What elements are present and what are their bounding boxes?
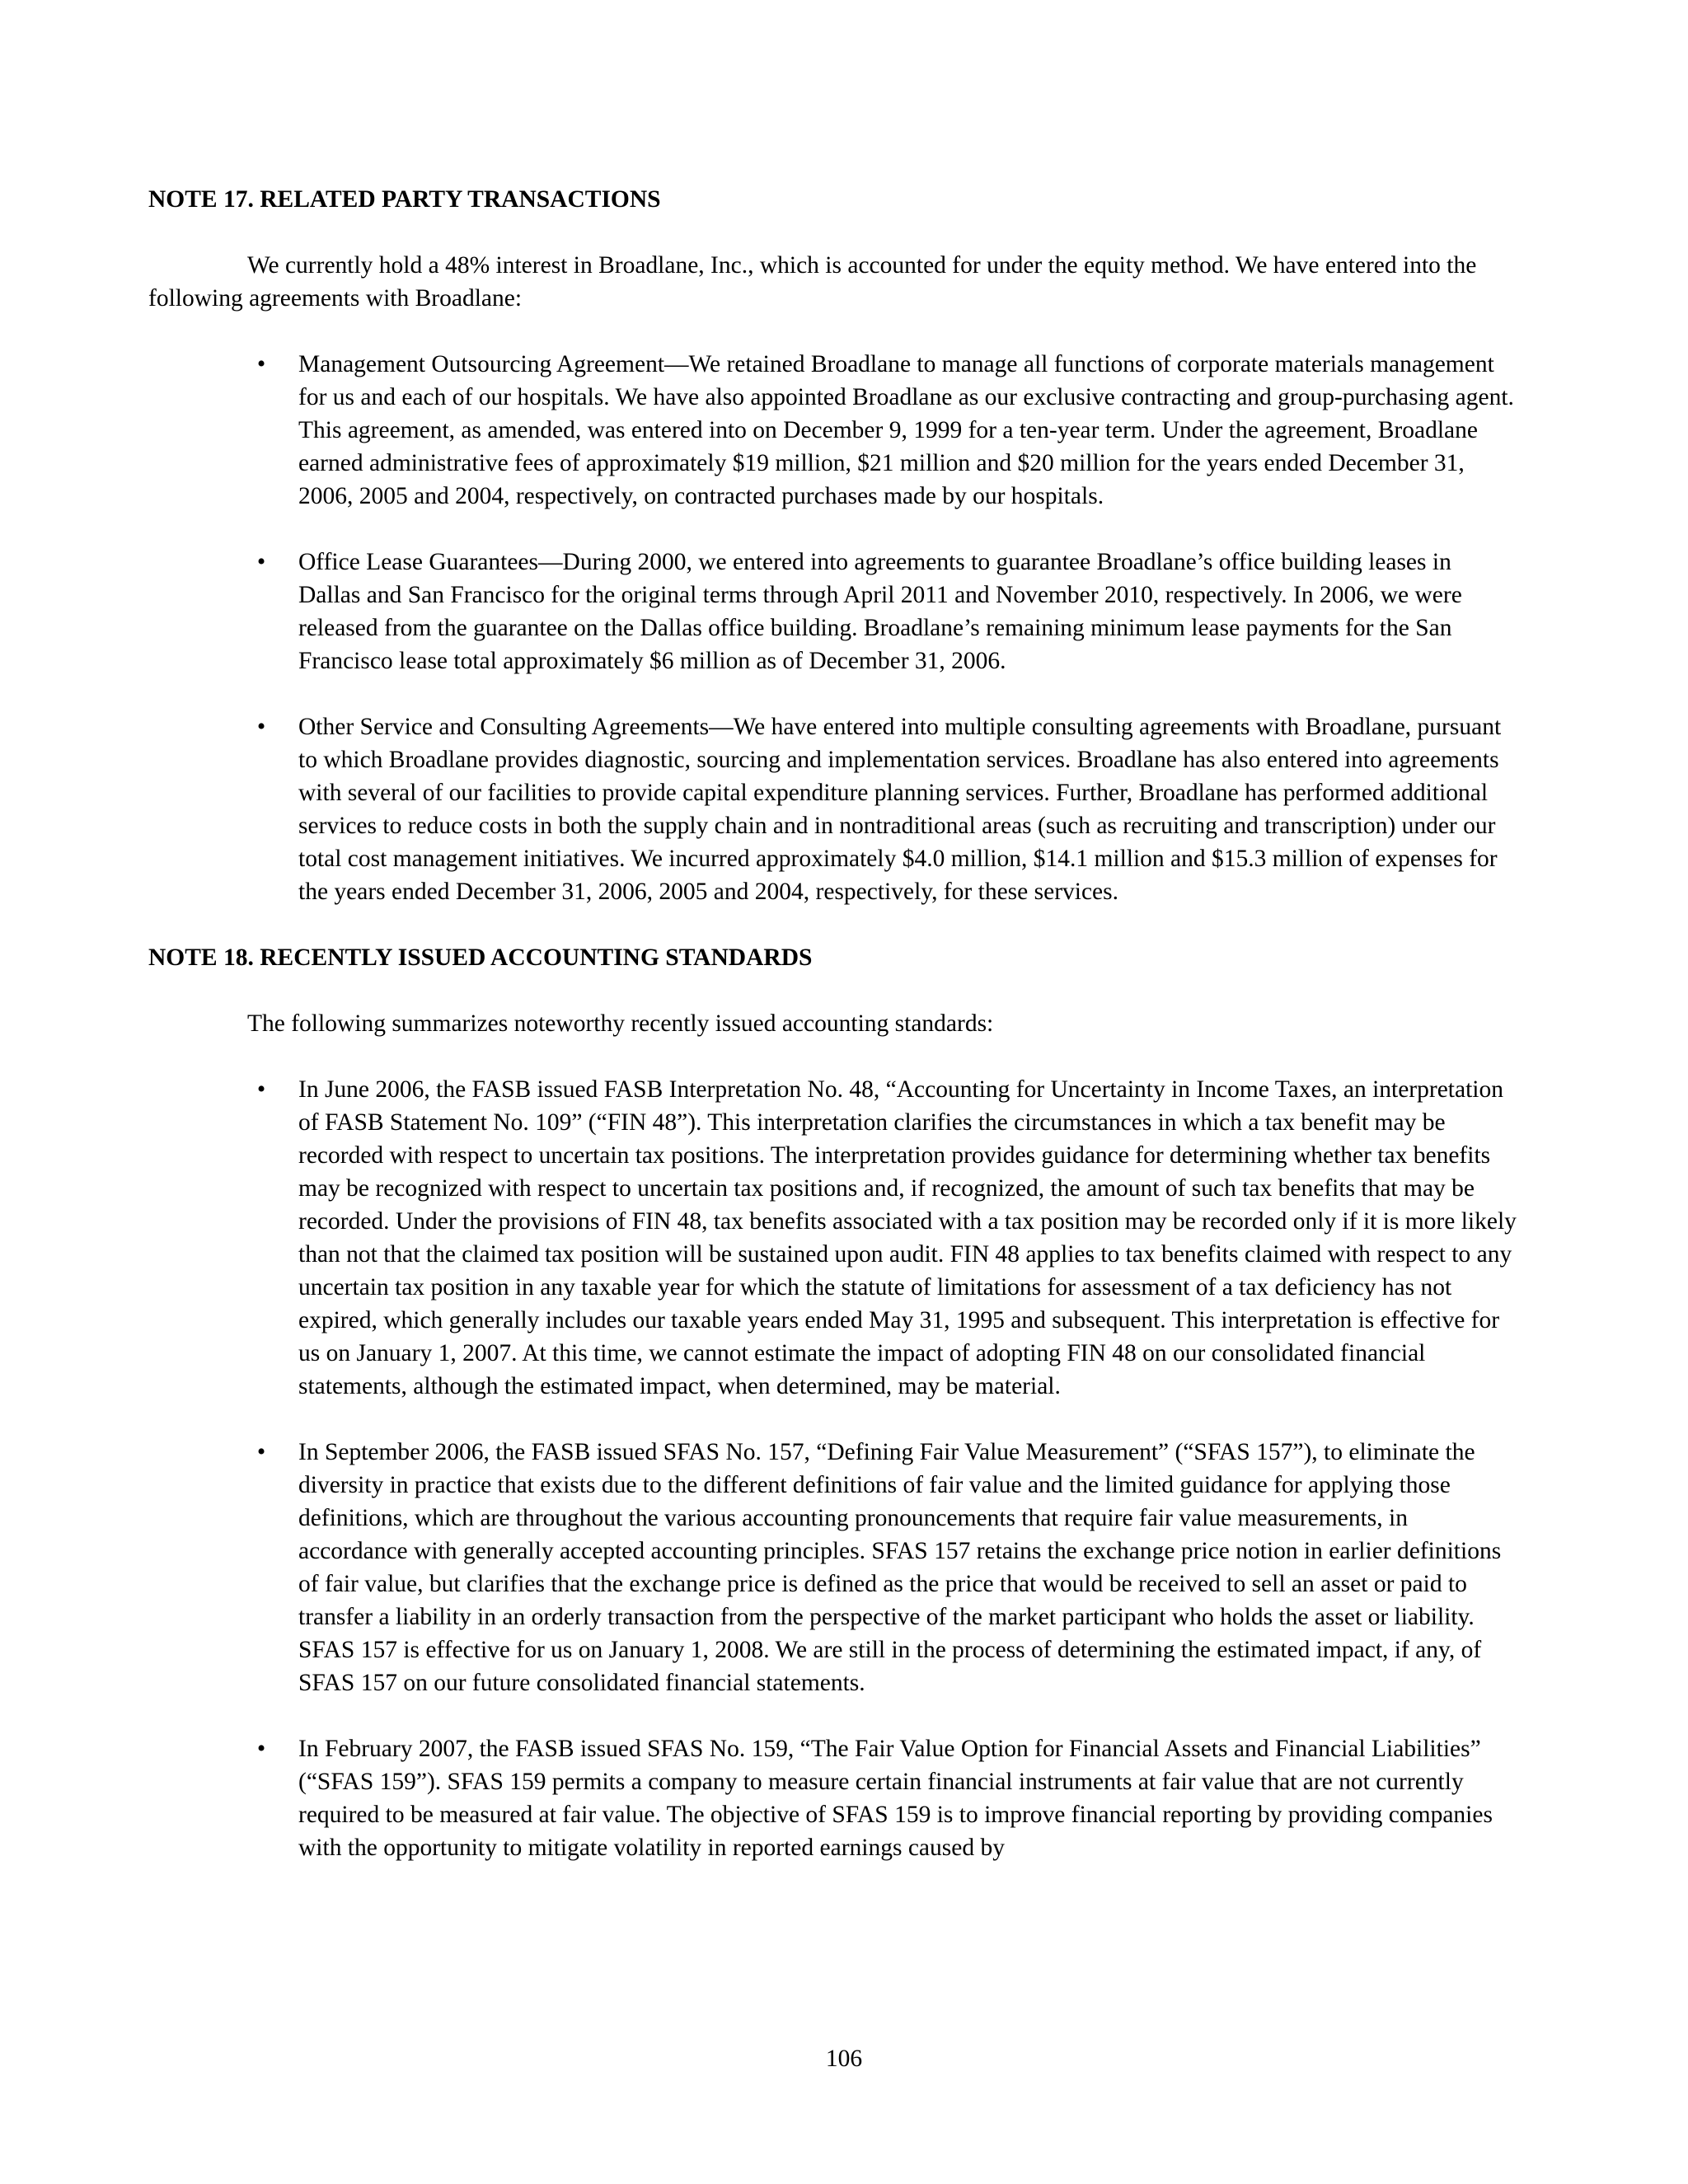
bullet-text: In June 2006, the FASB issued FASB Interpretation No. 48, “Accounting for Uncertainty in Income Taxes, an interpretation of FASB Statement No. 109” (“FIN 48”). This interpretation clarifies the circumstances in which a tax benefit may be recorded with respect to uncertain tax positions. The interpretation provides guidance for determining whether tax benefits may be recognized with respect to uncertain tax positions and, if recognized, the amount of such tax benefits that may be recorded. Under the provisions of FIN 48, tax benefits associated with a tax position may be recorded only if it is more likely than not that the claimed tax position will be sustained upon audit. FIN 48 applies to tax benefits claimed with respect to any uncertain tax position in any taxable year for which the statute of limitations for assessment of a tax deficiency has not expired, which generally includes our taxable years ended May 31, 1995 and subsequent. This interpretation is effective for us on January 1, 2007. At this time, we cannot estimate the impact of adopting FIN 48 on our consolidated financial statements, although the estimated impact, when determined, may be material.: [298, 1076, 1517, 1399]
note-18-intro: The following summarizes noteworthy recently issued accounting standards:: [247, 1010, 994, 1037]
bullet-marker: •: [256, 1736, 266, 1762]
note-18-heading: NOTE 18. RECENTLY ISSUED ACCOUNTING STANDARDS: [148, 944, 813, 971]
bullet-marker: •: [256, 1439, 266, 1465]
note-17-bullet-list: [148, 348, 1517, 908]
note-17-bullet-office-lease: [148, 546, 1517, 677]
bullet-marker: •: [256, 1076, 266, 1103]
note-17-bullet-management-outsourcing: [148, 348, 1517, 513]
bullet-text: In September 2006, the FASB issued SFAS No. 157, “Defining Fair Value Measurement” (“SFAS 157”), to eliminate the diversity in practice that exists due to the different definitions of fair value and the limited guidance for applying those definitions, which are throughout the various accounting pronouncements that require fair value measurements, in accordance with generally accepted accounting principles. SFAS 157 retains the exchange price notion in earlier definitions of fair value, but clarifies that the exchange price is defined as the price that would be received to sell an asset or paid to transfer a liability in an orderly transaction from the perspective of the market participant who holds the asset or liability. SFAS 157 is effective for us on January 1, 2008. We are still in the process of determining the estimated impact, if any, of SFAS 157 on our future consolidated financial statements.: [298, 1439, 1502, 1696]
document-page: [148, 183, 1517, 1864]
note-17-heading: NOTE 17. RELATED PARTY TRANSACTIONS: [148, 186, 661, 213]
bullet-marker: •: [256, 351, 266, 377]
bullet-marker: •: [256, 714, 266, 740]
note-17-intro: We currently hold a 48% interest in Broadlane, Inc., which is accounted for under the equity method. We have entered into the following agreements with Broadlane:: [148, 252, 1477, 312]
page-number: 106: [825, 2046, 863, 2072]
bullet-text: Management Outsourcing Agreement—We retained Broadlane to manage all functions of corporate materials management for us and each of our hospitals. We have also appointed Broadlane as our exclusive contracting and group-purchasing agent. This agreement, as amended, was entered into on December 9, 1999 for a ten-year term. Under the agreement, Broadlane earned administrative fees of approximately $19 million, $21 million and $20 million for the years ended December 31, 2006, 2005 and 2004, respectively, on contracted purchases made by our hospitals.: [298, 351, 1514, 509]
note-18-bullet-fin-48: [148, 1073, 1517, 1403]
bullet-text: Other Service and Consulting Agreements—We have entered into multiple consulting agreements with Broadlane, pursuant to which Broadlane provides diagnostic, sourcing and implementation services. Broadlane has also entered into agreements with several of our facilities to provide capital expenditure planning services. Further, Broadlane has performed additional services to reduce costs in both the supply chain and in nontraditional areas (such as recruiting and transcription) under our total cost management initiatives. We incurred approximately $4.0 million, $14.1 million and $15.3 million of expenses for the years ended December 31, 2006, 2005 and 2004, respectively, for these services.: [298, 714, 1502, 905]
note-18-bullet-sfas-157: [148, 1436, 1517, 1699]
note-18-bullet-list: [148, 1073, 1517, 1864]
note-17-bullet-other-services: [148, 710, 1517, 908]
note-18-bullet-sfas-159: [148, 1732, 1517, 1864]
bullet-text: Office Lease Guarantees—During 2000, we entered into agreements to guarantee Broadlane’s office building leases in Dallas and San Francisco for the original terms through April 2011 and November 2010, respectively. In 2006, we were released from the guarantee on the Dallas office building. Broadlane’s remaining minimum lease payments for the San Francisco lease total approximately $6 million as of December 31, 2006.: [298, 549, 1462, 674]
bullet-marker: •: [256, 549, 266, 575]
bullet-text: In February 2007, the FASB issued SFAS No. 159, “The Fair Value Option for Financial Assets and Financial Liabilities” (“SFAS 159”). SFAS 159 permits a company to measure certain financial instruments at fair value that are not currently required to be measured at fair value. The objective of SFAS 159 is to improve financial reporting by providing companies with the opportunity to mitigate volatility in reported earnings caused by: [298, 1736, 1493, 1861]
